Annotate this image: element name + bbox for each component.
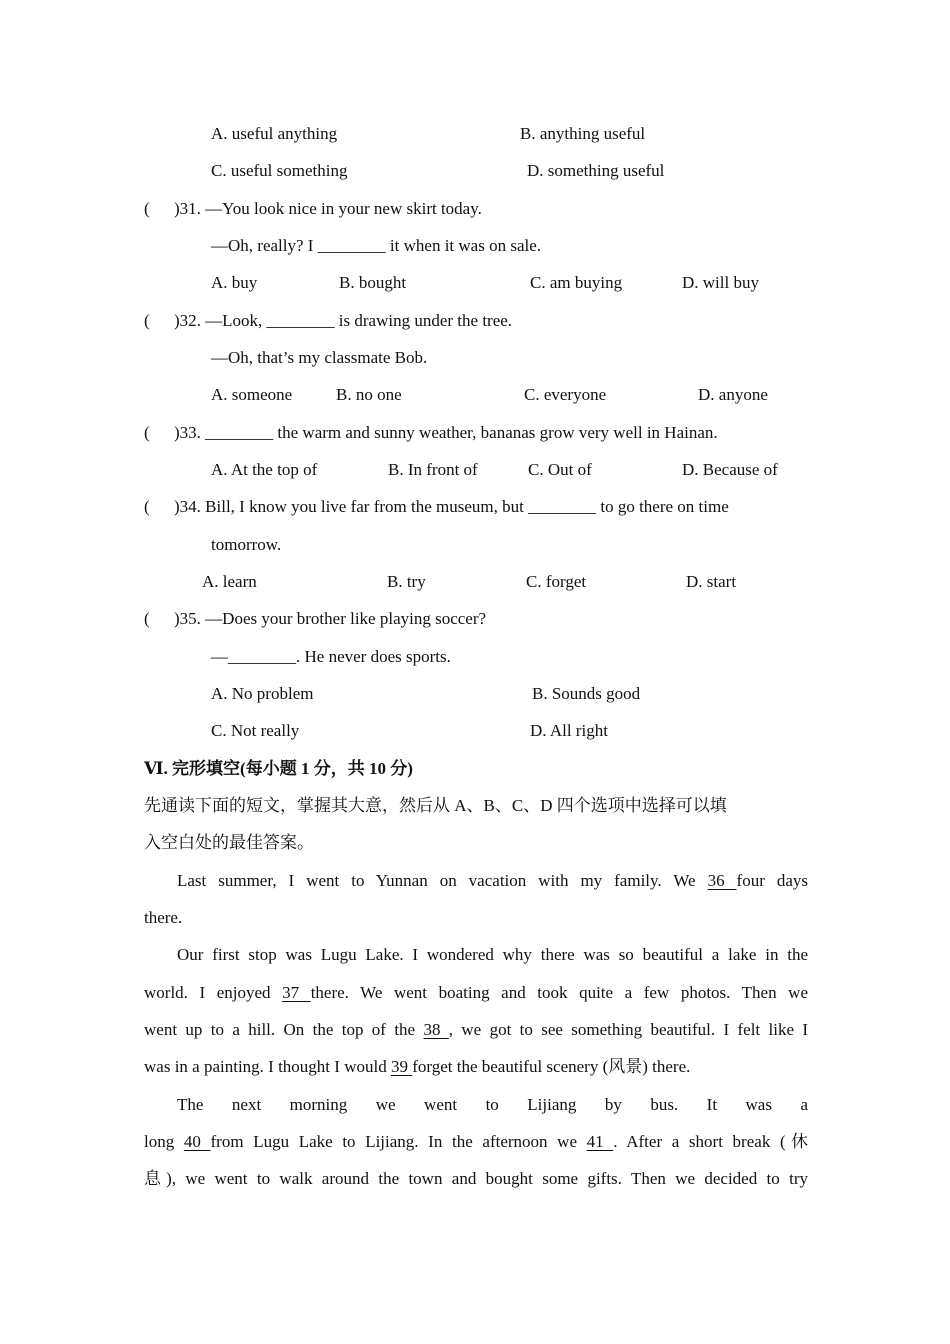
q34-stem: )34. Bill, I know you live far from the museum, but ________ to go there on time bbox=[174, 497, 729, 516]
q31-reply: —Oh, really? I ________ it when it was on sale. bbox=[211, 236, 542, 255]
passage-line-2: there. bbox=[144, 908, 183, 927]
q32-reply: —Oh, that’s my classmate Bob. bbox=[211, 348, 428, 367]
q33-stem: )33. ________ the warm and sunny weather, bananas grow very well in Hainan. bbox=[174, 423, 718, 442]
q34-answer-paren: ( bbox=[144, 497, 150, 516]
section-6-instruction-line2: 入空白处的最佳答案。 bbox=[144, 833, 314, 852]
blank-40: 40 bbox=[183, 1132, 211, 1151]
passage-line-9: 息), we went to walk around the town and bought some gifts. Then we decided to try bbox=[144, 1169, 808, 1188]
q31-option-a: A. buy bbox=[211, 273, 258, 292]
blank-38: 38 bbox=[423, 1020, 449, 1039]
q34-option-c: C. forget bbox=[526, 572, 587, 591]
q33-answer-paren: ( bbox=[144, 423, 150, 442]
q34-option-d: D. start bbox=[686, 572, 737, 591]
q35-option-c: C. Not really bbox=[211, 721, 300, 740]
passage-line-1: Last summer, I went to Yunnan on vacation with my family. We 36 four days bbox=[177, 871, 809, 890]
q30-option-b: B. anything useful bbox=[520, 124, 646, 143]
q33-option-b: B. In front of bbox=[388, 460, 478, 479]
q35-answer-paren: ( bbox=[144, 609, 150, 628]
section-6-heading: Ⅵ. 完形填空(每小题 1 分，共 10 分) bbox=[144, 759, 413, 778]
q32-stem: )32. —Look, ________ is drawing under the tree. bbox=[174, 311, 513, 330]
q31-answer-paren: ( bbox=[144, 199, 150, 218]
q32-option-c: C. everyone bbox=[524, 385, 607, 404]
q31-option-c: C. am buying bbox=[530, 273, 623, 292]
blank-36: 36 bbox=[707, 871, 737, 890]
section-6-instruction-line1: 先通读下面的短文，掌握其大意，然后从 A、B、C、D 四个选项中选择可以填 bbox=[144, 796, 727, 815]
passage-line-4: world. I enjoyed 37 there. We went boating and took quite a few photos. Then we bbox=[144, 983, 808, 1002]
q31-stem: )31. —You look nice in your new skirt today. bbox=[174, 199, 482, 218]
q32-answer-paren: ( bbox=[144, 311, 150, 330]
passage-line-6: was in a painting. I thought I would 39 forget the beautiful scenery (风景) there. bbox=[144, 1057, 691, 1076]
q35-option-b: B. Sounds good bbox=[532, 684, 641, 703]
passage-line-7: The next morning we went to Lijiang by bus. It was a bbox=[177, 1095, 808, 1114]
passage-line-8: long 40 from Lugu Lake to Lijiang. In the afternoon we 41 . After a short break (休 bbox=[144, 1132, 809, 1151]
q33-option-d: D. Because of bbox=[682, 460, 778, 479]
q35-option-d: D. All right bbox=[530, 721, 608, 740]
passage-line-5: went up to a hill. On the top of the 38 , we got to see something beautiful. I felt like I bbox=[144, 1020, 808, 1039]
q32-option-a: A. someone bbox=[211, 385, 293, 404]
q34-stem-continued: tomorrow. bbox=[211, 535, 282, 554]
blank-37: 37 bbox=[282, 983, 311, 1002]
q32-option-b: B. no one bbox=[336, 385, 402, 404]
q33-option-c: C. Out of bbox=[528, 460, 592, 479]
q34-option-b: B. try bbox=[387, 572, 426, 591]
q31-option-d: D. will buy bbox=[682, 273, 759, 292]
blank-39: 39 bbox=[390, 1057, 413, 1076]
blank-41: 41 bbox=[586, 1132, 614, 1151]
passage-line-3: Our first stop was Lugu Lake. I wondered why there was so beautiful a lake in the bbox=[177, 945, 808, 964]
q35-stem: )35. —Does your brother like playing soccer? bbox=[174, 609, 487, 628]
q34-option-a: A. learn bbox=[202, 572, 257, 591]
q30-option-d: D. something useful bbox=[527, 161, 665, 180]
q31-option-b: B. bought bbox=[339, 273, 407, 292]
q35-reply: —________. He never does sports. bbox=[211, 647, 451, 666]
q35-option-a: A. No problem bbox=[211, 684, 314, 703]
q30-option-a: A. useful anything bbox=[211, 124, 338, 143]
q32-option-d: D. anyone bbox=[698, 385, 768, 404]
q30-option-c: C. useful something bbox=[211, 161, 348, 180]
q33-option-a: A. At the top of bbox=[211, 460, 318, 479]
